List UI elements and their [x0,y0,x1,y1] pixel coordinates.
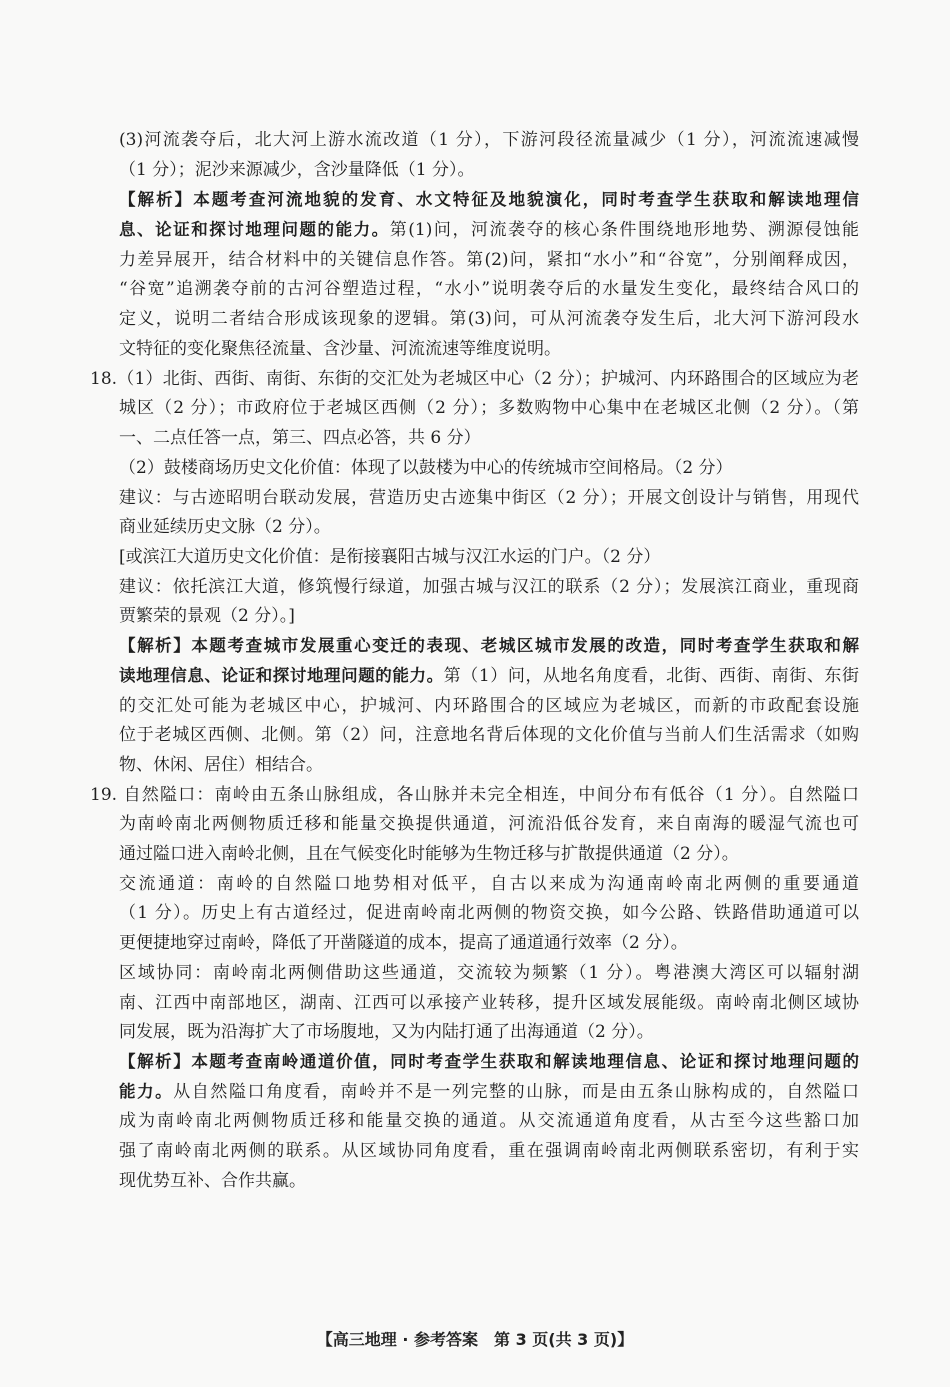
analysis-line: 【解析】本题考查南岭通道价值，同时考查学生获取和解读地理信息、论证和探讨地理问题的 [119,1052,859,1071]
analysis-line: 息、论证和探讨地理问题的能力。第(1)问，河流袭夺的核心条件围绕地形地势、溯源侵蚀能 [119,220,859,240]
text-line: 城区（2 分）；市政府位于老城区西侧（2 分）；多数购物中心集中在老城区北侧（2 分）。（第 [119,398,859,418]
question-18-line: 18.（1）北街、西街、南街、东街的交汇处为老城区中心（2 分）；护城河、内环路围合的区域应为老 [90,369,859,389]
text-line: 文特征的变化聚焦径流量、含沙量、河流流速等维度说明。 [119,339,561,359]
text-line: （1 分）。历史上有古道经过，促进南岭南北两侧的物资交换，如今公路、铁路借助通道可以 [119,903,859,923]
text-line: 同发展，既为沿海扩大了市场腹地，又为内陆打通了出海通道（2 分）。 [119,1022,654,1042]
text-line: 成为南岭南北两侧物质迁移和能量交换的通道。从交流通道角度看，从古至今这些豁口加 [119,1111,859,1131]
analysis-line: 【解析】本题考查河流地貌的发育、水文特征及地貌演化，同时考查学生获取和解读地理信 [119,190,859,209]
text-line: 强了南岭南北两侧的联系。从区域协同角度看，重在强调南岭南北两侧联系密切，有利于实 [119,1141,859,1161]
text-line: 为南岭南北两侧物质迁移和能量交换提供通道，河流沿低谷发育，来自南海的暖湿气流也可 [119,814,859,834]
analysis-line: 【解析】本题考查城市发展重心变迁的表现、老城区城市发展的改造，同时考查学生获取和解 [119,636,859,655]
text-line: 建议：与古迹昭明台联动发展，营造历史古迹集中街区（2 分）；开展文创设计与销售，用现代 [119,488,859,508]
question-19-line: 19. 自然隘口：南岭由五条山脉组成，各山脉并未完全相连，中间分布有低谷（1 分）。自然隘口 [90,785,859,805]
text-line: 现优势互补、合作共赢。 [119,1171,306,1191]
text-line: （1 分）；泥沙来源减少，含沙量降低（1 分）。 [119,160,475,180]
text-line: 力差异展开，结合材料中的关键信息作答。第(2)问，紧扣“水小”和“谷宽”，分别阐释成因， [119,250,859,270]
page-footer: 【高三地理 · 参考答案 第 3 页(共 3 页)】 [316,1330,634,1349]
text-line: 建议：依托滨江大道，修筑慢行绿道，加强古城与汉江的联系（2 分）；发展滨江商业，重现商 [119,577,859,597]
text-line: 贾繁荣的景观（2 分）。] [119,606,295,626]
text-line: 物、休闲、居住）相结合。 [119,755,323,775]
text-line: 区域协同：南岭南北两侧借助这些通道，交流较为频繁（1 分）。粤港澳大湾区可以辐射湖 [119,963,859,983]
text-line: 一、二点任答一点，第三、四点必答，共 6 分） [119,428,481,448]
text-line: “谷宽”追溯袭夺前的古河谷塑造过程，“水小”说明袭夺后的水量发生变化，最终结合风口的 [119,279,859,299]
text-line: (3)河流袭夺后，北大河上游水流改道（1 分），下游河段径流量减少（1 分），河流流速减慢 [119,130,859,150]
text-line: 定义，说明二者结合形成该现象的逻辑。第(3)问，可从河流袭夺发生后，北大河下游河段水 [119,309,859,329]
text-line: 更便捷地穿过南岭，降低了开凿隧道的成本，提高了通道通行效率（2 分）。 [119,933,688,953]
text-line: 商业延续历史文脉（2 分）。 [119,517,331,537]
text-line: 通过隘口进入南岭北侧，且在气候变化时能够为生物迁移与扩散提供通道（2 分）。 [119,844,739,864]
text-line: 的交汇处可能为老城区中心，护城河、内环路围合的区域应为老城区，而新的市政配套设施 [119,696,859,716]
analysis-line: 能力。从自然隘口角度看，南岭并不是一列完整的山脉，而是由五条山脉构成的，自然隘口 [119,1082,859,1102]
text-line: （2）鼓楼商场历史文化价值：体现了以鼓楼为中心的传统城市空间格局。（2 分） [119,458,733,478]
text-line: 位于老城区西侧、北侧。第（2）问，注意地名背后体现的文化价值与当前人们生活需求（如购 [119,725,859,745]
text-line: [或滨江大道历史文化价值：是衔接襄阳古城与汉江水运的门户。（2 分） [119,547,661,567]
text-line: 交流通道：南岭的自然隘口地势相对低平，自古以来成为沟通南岭南北两侧的重要通道 [119,874,859,894]
analysis-line: 读地理信息、论证和探讨地理问题的能力。第（1）问，从地名角度看，北街、西街、南街、东街 [119,666,859,686]
text-line: 南、江西中南部地区，湖南、江西可以承接产业转移，提升区域发展能级。南岭南北侧区域协 [119,993,859,1013]
